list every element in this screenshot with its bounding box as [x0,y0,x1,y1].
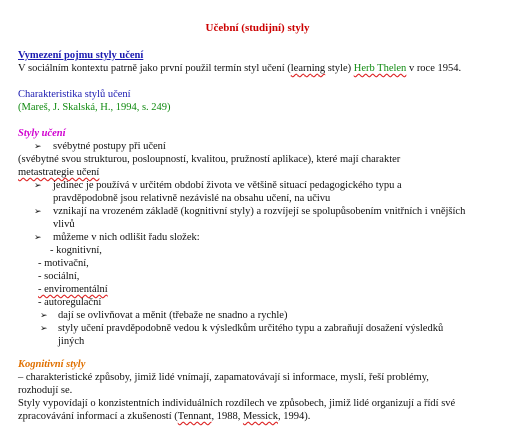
citation-prefix: zpracovávání informací a zkušeností ( [18,411,178,422]
list-item: dají se ovlivňovat a měnit (třebaže ne snadno a rychle) [58,310,288,321]
definition-text-suffix: v roce 1954. [406,63,462,74]
arrow-bullet-icon: ➢ [34,141,42,151]
cognitive-styles-citation [18,410,310,423]
arrow-bullet-icon: ➢ [34,180,42,190]
component-item: - enviromentální [38,284,108,295]
list-item-continuation: vlivů [53,219,75,230]
arrow-bullet-icon: ➢ [34,206,42,216]
list-item: styly učení pravděpodobně vedou k výsledkům určitého typu a zabraňují dosažení výsledků [58,323,444,334]
document-title: Učební (studijní) styly [205,22,310,34]
list-item: vznikají na vrozeném základě (kognitivní styly) a rozvíjejí se spolupůsobením vnitřních i vnějších [53,206,466,217]
definition-term: learning [290,63,326,74]
list-item-continuation: jiných [58,336,85,347]
definition-text-mid: style) [325,63,354,74]
list-item: svébytné postupy při učení [53,141,166,152]
characteristics-citation: (Mareš, J. Skalská, H., 1994, s. 249) [18,102,171,113]
definition-text [18,62,461,75]
component-item: - kognitivní, [50,245,102,256]
learning-styles-heading: Styly učení [18,128,66,139]
list-item-note-term: metastrategie učení [18,167,100,178]
definition-author: Herb Thelen [353,63,407,74]
citation-mid: , 1988, [211,411,243,422]
cognitive-styles-text: – charakteristické způsoby, jimiž lidé vnímají, zapamatovávají si informace, myslí, řeší problémy, [18,372,429,383]
characteristics-heading: Charakteristika stylů učení [18,89,131,100]
definition-text-prefix: V sociálním kontextu patrně jako první použil termín styl učení ( [18,63,291,74]
arrow-bullet-icon: ➢ [34,232,42,242]
list-item-continuation: pravděpodobně jsou relativně nezávislé na obsahu učení, na učivu [53,193,331,204]
cognitive-styles-heading: Kognitivní styly [18,359,86,370]
component-item: - motivační, [38,258,89,269]
cognitive-styles-text: Styly vypovídají o konzistentních individuálních rozdílech ve způsobech, jimiž lidé organizují a řídí své [18,398,456,409]
cognitive-styles-text: rozhodují se. [18,385,73,396]
component-item: - autoregulační [38,297,102,308]
definition-heading: Vymezení pojmu styly učení [18,50,144,61]
citation-author: Tennant [177,411,212,422]
list-item: jedinec je používá v určitém období života ve většině situací pedagogického typu a [53,180,402,191]
component-item: - sociální, [38,271,80,282]
arrow-bullet-icon: ➢ [40,323,48,333]
arrow-bullet-icon: ➢ [40,310,48,320]
list-item: můžeme v nich odlišit řadu složek: [53,232,200,243]
citation-suffix: , 1994). [277,411,311,422]
list-item-note: (svébytné svou strukturou, posloupností, kvalitou, pružností aplikace), které mají charakter [18,154,401,165]
citation-author: Messick [242,411,278,422]
